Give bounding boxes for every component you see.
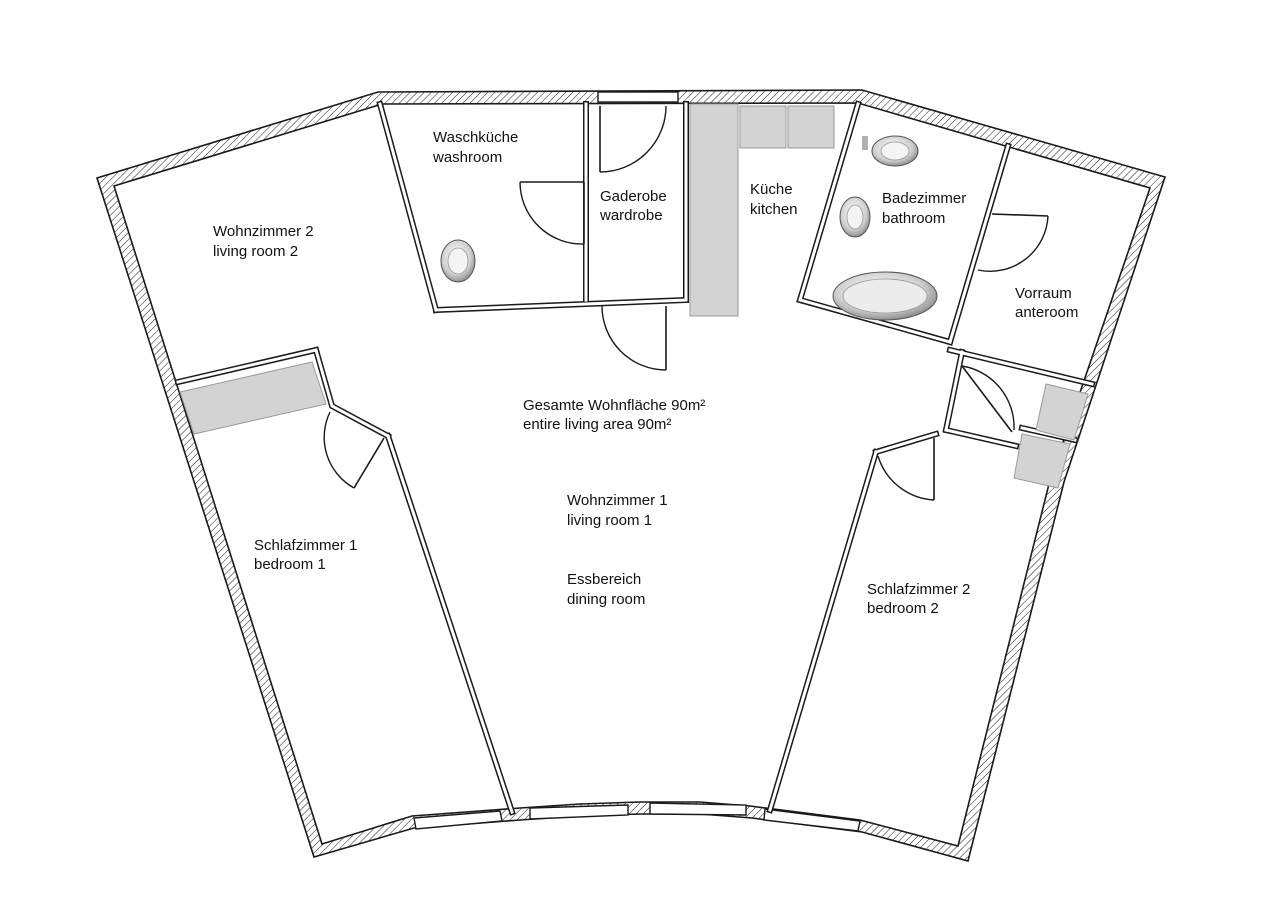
label-washroom-de: Waschküche [433,129,519,146]
label-wardrobe-de: Gaderobe [600,188,667,205]
label-wardrobe-en: wardrobe [600,207,663,224]
label-living-room-2-de: Wohnzimmer 2 [213,223,314,240]
label-anteroom-en: anteroom [1015,304,1079,321]
label-kitchen-de: Küche [750,181,793,198]
label-bedroom-2-de: Schlafzimmer 2 [867,581,971,598]
label-kitchen-en: kitchen [750,201,798,218]
label-bedroom-1-en: bedroom 1 [254,556,326,573]
room-labels [213,129,1078,617]
label-living-room-2-en: living room 2 [213,243,299,260]
label-bedroom-2-en: bedroom 2 [867,600,939,617]
label-living-room-1-de: Wohnzimmer 1 [567,492,668,509]
label-living-room-1-en: living room 1 [567,512,653,529]
label-total-area-de: Gesamte Wohnfläche 90m² [523,397,706,414]
label-bedroom-1-de: Schlafzimmer 1 [254,537,358,554]
toilet-icon [840,197,870,237]
label-dining-room-en: dining room [567,591,646,608]
label-dining-room-de: Essbereich [567,571,642,588]
label-anteroom-de: Vorraum [1015,285,1072,302]
label-total-area-en: entire living area 90m² [523,416,672,433]
kitchen-upper-cabinet-2 [788,106,834,148]
kitchen-counter [690,104,738,316]
label-bathroom-en: bathroom [882,210,946,227]
kitchen-upper-cabinet-1 [740,106,786,148]
bathroom-sink-icon [862,136,918,166]
washroom-sink-icon [441,240,475,282]
label-bathroom-de: Badezimmer [882,190,967,207]
label-washroom-en: washroom [433,149,503,166]
bathtub-icon [833,272,937,320]
bedroom-1-wardrobe [180,362,326,434]
exterior-wall [97,90,1165,861]
